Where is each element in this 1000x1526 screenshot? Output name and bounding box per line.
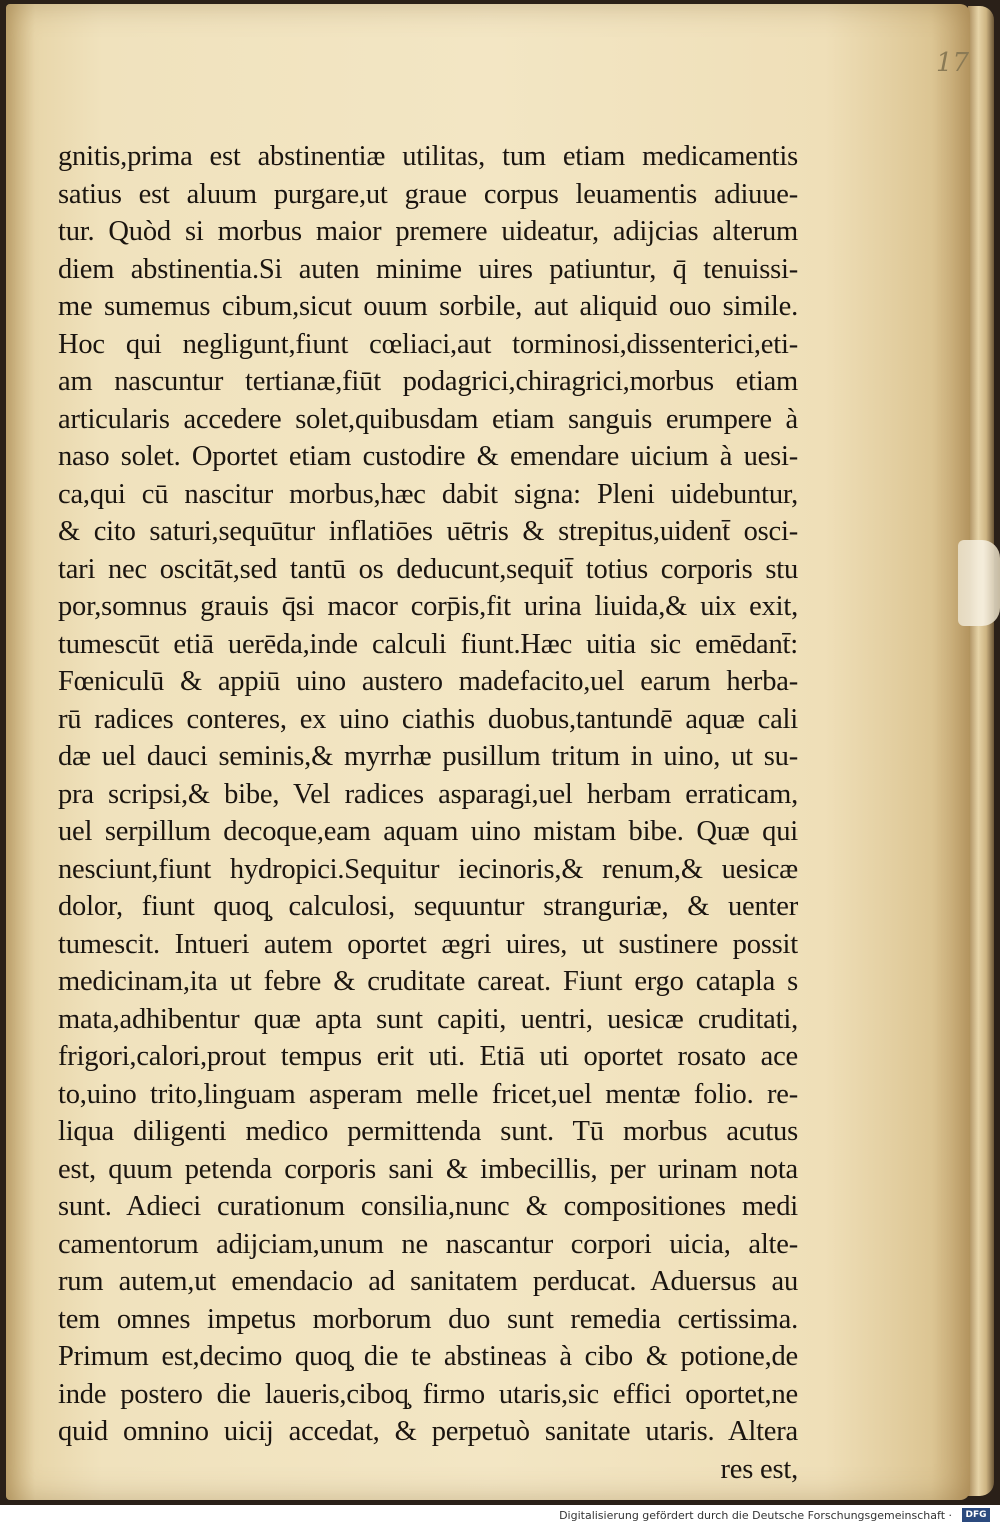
text-line: naso solet. Oportet etiam custodire & emendare uicium à uesi-: [58, 441, 798, 472]
text-line: dolor, fiunt quoq̧ calculosi, sequuntur stranguriæ, & uenter: [58, 891, 798, 922]
text-line: por,somnus grauis q̄si macor corp̄is,fit urina liuida,& uix exit,: [58, 591, 798, 622]
text-line: uel serpillum decoque,eam aquam uino mistam bibe. Quæ qui: [58, 816, 798, 847]
text-line: Fœniculū & appiū uino austero madefacito,uel earum herba-: [58, 666, 798, 697]
text-line: dæ uel dauci seminis,& myrrhæ pusillum tritum in uino, ut su-: [58, 741, 798, 772]
text-line: satius est aluum purgare,ut graue corpus leuamentis adiuue-: [58, 178, 798, 210]
text-line: articularis accedere solet,quibusdam etiam sanguis erumpere à: [58, 403, 798, 435]
text-line: to,uino trito,linguam asperam melle fricet,uel mentæ folio. re-: [58, 1078, 798, 1110]
folio-number: 17: [936, 48, 970, 78]
paper-tab: [958, 540, 1000, 626]
text-line: sunt. Adieci curationum consilia,nunc & compositiones medi: [58, 1191, 798, 1222]
catchword: res est,: [720, 1453, 798, 1485]
text-line: frigori,calori,prout tempus erit uti. Etiā uti oportet rosato ace: [58, 1041, 798, 1072]
text-line: me sumemus cibum,sicut ouum sorbile, aut aliquid ouo simile.: [58, 291, 798, 322]
text-line: pra scripsi,& bibe, Vel radices asparagi,uel herbam erraticam,: [58, 778, 798, 810]
text-line: tur. Quòd si morbus maior premere uideatur, adijcias alterum: [58, 216, 798, 247]
text-line: & cito saturi,sequūtur inflatiōes uētris & strepitus,uident̄ osci-: [58, 516, 798, 547]
text-line: Primum est,decimo quoq̧ die te abstineas à cibo & potione,de: [58, 1341, 798, 1372]
text-line: est, quum petenda corporis sani & imbecillis, per urinam nota: [58, 1153, 798, 1185]
text-line: medicinam,ita ut febre & cruditate careat. Fiunt ergo catapla s: [58, 966, 798, 997]
text-line: rū radices conteres, ex uino ciathis duobus,tantundē aquæ cali: [58, 703, 798, 735]
footer-credit: Digitalisierung gefördert durch die Deutsche Forschungsgemeinschaft ·: [559, 1509, 952, 1522]
text-line: tumescūt etiā uerēda,inde calculi fiunt.Hæc uitia sic emēdant̄:: [58, 628, 798, 660]
text-block: [58, 138, 798, 1488]
text-line: gnitis,prima est abstinentiæ utilitas, tum etiam medicamentis: [58, 141, 798, 172]
text-line: quid omnino uicij accedat, & perpetuò sanitate utaris. Altera: [58, 1416, 798, 1447]
text-line: camentorum adijciam,unum ne nascantur corpori uicia, alte-: [58, 1228, 798, 1260]
text-line: Hoc qui negligunt,fiunt cœliaci,aut torminosi,dissenterici,eti-: [58, 328, 798, 360]
text-line: tari nec oscitāt,sed tantū os deducunt,sequit̄ totius corporis stu: [58, 553, 798, 585]
text-line: tem omnes impetus morborum duo sunt remedia certissima.: [58, 1303, 798, 1335]
text-line: tumescit. Intueri autem oportet ægri uires, ut sustinere possit: [58, 928, 798, 960]
page-edge: [968, 6, 994, 1496]
dfg-logo: DFG: [962, 1508, 990, 1522]
text-line: nesciunt,fiunt hydropici.Sequitur iecinoris,& renum,& uesicæ: [58, 853, 798, 885]
text-line: ca,qui cū nascitur morbus,hæc dabit signa: Pleni uidebuntur,: [58, 478, 798, 510]
text-line: inde postero die laueris,ciboq̧ firmo utaris,sic effici oportet,ne: [58, 1378, 798, 1410]
text-line: rum autem,ut emendacio ad sanitatem perducat. Aduersus au: [58, 1266, 798, 1297]
text-line: liqua diligenti medico permittenda sunt. Tū morbus acutus: [58, 1116, 798, 1147]
text-line: diem abstinentia.Si auten minime uires patiuntur, q̄ tenuissi-: [58, 253, 798, 285]
text-line: am nascuntur tertianæ,fiūt podagrici,chiragrici,morbus etiam: [58, 366, 798, 397]
text-line: mata,adhibentur quæ apta sunt capiti, uentri, uesicæ cruditati,: [58, 1003, 798, 1035]
